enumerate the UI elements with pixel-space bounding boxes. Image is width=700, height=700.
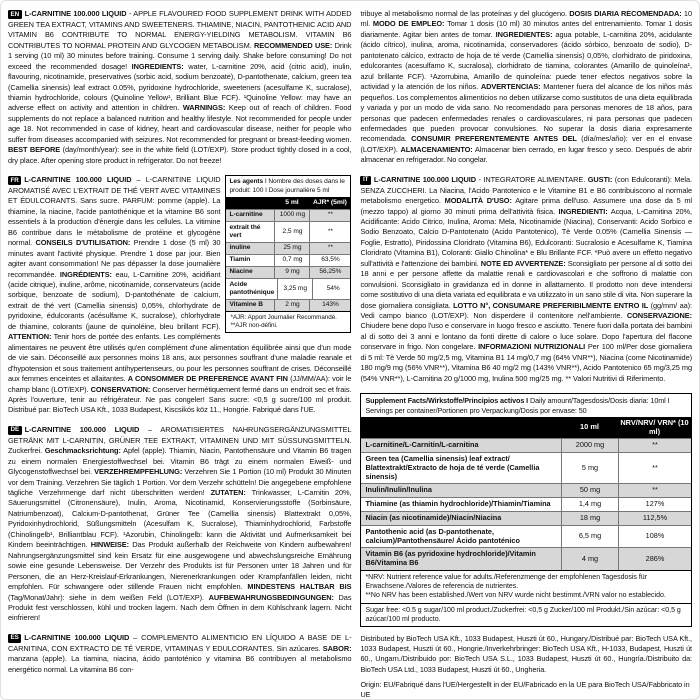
table-row: L-carnitine 1000 mg ** xyxy=(226,209,350,221)
table-row: extrait thé vert 2,5 mg ** xyxy=(226,221,350,241)
table-row: Pantothenic acid (as D-pantothenate, calcium)/Pantothensäure/ Ácido pantoténico 6,5 mg 108% xyxy=(361,525,691,548)
language-tag-en: EN xyxy=(8,10,22,19)
supp-col-amount: 10 ml xyxy=(580,422,599,432)
fr-table-body xyxy=(226,209,350,311)
section-english xyxy=(8,9,351,166)
supp-table-column-header xyxy=(361,417,691,438)
language-tag-de: DE xyxy=(8,426,22,435)
sugar-free-note: Sugar free: <0.5 g sugar/100 ml product./Zuckerfrei: <0,5 g Zucker/100 ml Produkt./Sin azúcar: <0,5 g azúcar/100 ml producto. xyxy=(361,603,691,626)
table-row: Acide pantothénique 3,25 mg 54% xyxy=(226,278,350,298)
supp-table-header xyxy=(361,394,691,417)
fr-table-title: Les agents xyxy=(229,178,264,186)
supp-table-footnotes xyxy=(361,570,691,603)
spanish-text-start: L-CARNITINE 100.000 LIQUID – COMPLEMENTO ALIMENTICIO EN LÍQUIDO A BASE DE L-CARNITINA, CON EXTRACTO DE TÉ VERDE, VITAMINAS Y EDULCORANTES. Sin azúcares. SABOR: manzana (apple). La tiamina, niacina, ácido pantoténico y vitamina B6 contribuyen al metabolismo energético normal. La vitamina B6 con- xyxy=(8,632,352,674)
supplement-facts-table xyxy=(360,393,692,627)
fr-table-header xyxy=(226,176,350,197)
table-row: L-carnitine/L-Carnitin/L-carnitina 2000 mg ** xyxy=(361,438,691,452)
language-tag-es: ES xyxy=(8,634,21,643)
fr-nutrition-table xyxy=(225,175,351,333)
supp-table-body xyxy=(361,438,691,570)
label-columns xyxy=(8,9,692,700)
language-tag-it: IT xyxy=(360,176,370,185)
table-row: Vitamin B6 (as pyridoxine hydrochloride)/Vitamin B6/Vitamina B6 4 mg 286% xyxy=(361,547,691,570)
italian-text: L-CARNITINE 100.000 LIQUID - INTEGRATORE ALIMENTARE. GUSTI: (con Edulcoranti): Mela. SENZA ZUCCHERI. La Niacina, l'Acido Pantotenico e le Vitamine B1 e B6 contribuiscono al normale metabolismo energetico. MODALITÀ D'USO: Agitare prima dell'uso. Assumere una dose da 5 ml (mezzo tappo) al giorno 30 minuti prima dell'attività fisica. INGREDIENTI: Acqua, L-Carnitina 20%, Acidificante: Acido Citrico, Inulina, Aroma: Mela, Nicotinamide (Niacina), Conservanti: Acido Sorbico e Sodio Benzoato, Calcio D-Pantotenato (Acido Pantotenico), Tè Verde 0.05% (Camellia Sinensis — Foglie, Estratto), Piridossina Cloridrato (Vitamina B6), Edulcoranti: Sucralosio e Acesulfame K, Tiamina Cloridrato (Vitamina B1), Coloranti: Giallo Chinolina* e Blu Brillante FCF. *Può avere un effetto negativo sull'attività e l'attenzione dei bambini. NOTE ED AVVERTENZE: Sconsigliato per persone al di sotto dei 18 anni e per persone affette da malattie renali e cardiovascolari e che soffrono di malattie con convulsioni. Sconsigliato in gravidanza ed in donne in allattamento. Il prodotto non deve intendersi come sostitutivo di una dieta variata ed equilibrata e va utilizzato in un sano stile di vita. Non superare la dose giornaliera consigliata. LOTTO N°, CONSUMARE PREFERIBILMENTE ENTRO IL (gg/mm/ aa): Vedi campo bianco (LOT/EXP). Non disperdere il contenitore nell'ambiente. CONSERVAZIONE: Chiudere bene dopo l'uso e conservare in luogo fresco e asciutto. Tenere fuori dalla portata dei bambini al di sotto dei 3 anni e lontano da fonti dirette di calore o luce solare. Dopo l'apertura del flacone conservare in frigo. Non congelare. INFORMAZIONI NUTRIZIONALI Per 100 ml/Per dose giornaliera di 5 ml: Tè Verde 50 mg/2,5 mg, Vitamina B1 14 mg/0,7 mg (64% VNR**), Niacina (come Nicotinamide) 180 mg/9 mg (56% VNR**), Vitamina B6 40 mg/2 mg (143% VNR**), Acido Pantotenico 65 mg/3,25 mg (54% VNR**), L-Carnitina 20 g/1000 mg, Inulina 500 mg/25 mg. ** Valori Nutritivi di Riferimento. xyxy=(360,174,693,383)
fr-col-ajr: AJR* (5ml) xyxy=(313,198,347,206)
section-spanish-start xyxy=(8,633,351,675)
left-column xyxy=(8,9,351,700)
fr-table-column-header xyxy=(226,197,350,209)
table-row: Niacine 9 mg 56,25% xyxy=(226,266,350,278)
fr-footnote-2: **AJR non-défini. xyxy=(230,321,278,329)
table-row: Inulin/Inulin/Inulina 50 mg ** xyxy=(361,483,691,497)
supp-table-title: Supplement Facts/Wirkstoffe/Principios activos I xyxy=(365,396,531,406)
section-italian xyxy=(360,175,692,384)
fr-footnote-1: *AJR: Apport Journalier Recommandé. xyxy=(230,313,337,321)
table-row: Tiamin 0,7 mg 63,5% xyxy=(226,254,350,266)
supp-footnote-no-nrv: **No NRV has been established./Wert von NRV wurde nicht bestimmt./VRN valor no establecido. xyxy=(365,592,666,600)
right-column xyxy=(360,9,692,700)
supp-col-nrv: NRV/NRV/ VRN* (10 ml) xyxy=(620,418,689,436)
table-row: Niacin (as nicotinamide)/Niacin/Niacina 18 mg 112,5% xyxy=(361,511,691,525)
french-text: L-CARNITINE 100.000 LIQUID – L-CARNITINE LIQUID AROMATISÉ AVEC L'EXTRAIT DE THÉ VERT AVEC VITAMINES ET ÉDULCORANTS. Sans sucre. PARFUM: pomme (apple). La thiamine, la niacine, l'acide pantothénique et la vitamine B6 sont essentiels à la production d'énergie dans les cellules. La vitimine B6 contribue dans le métabolisme de protéine et glycogène normal. CONSEILS D'UTILISATION: Prendre 1 dose (5 ml) 30 minutes avant l'activité physique. Prendre 1 dose par jour. Bien agiter avant consommation! Ne pas dépasser la dose journalière recommandée. INGRÉDIENTS: eau, L-Carnitine 20%, acidifiant (acide citrique), inuline, arôme, nicotinamide, conservateurs (acide sorbique, benzoate de sodium), D-pantothénate de calcium, extrait de thé vert (Camellia sinensis) 0,05%, chlorhydrate de pyridoxine, édulcorants (acésulfame K, sucralose), chlorhydrate de thiamine, colorants (jaune de quinoléine, bleu brillant FCF). ATTENTION: Tenir hors de portée des enfants. Les compléments alimentaires ne peuvent être utilisés qu'en complément d'une alimentation équilibrée ainsi que d'un mode de vie sain. Déconseillé aux personnes moins 18 ans, aux personnes souffrant d'une maladie reanale et d'hypotension et sous traitement antihypertenseurs, ou pour les personnes souffrant de crises. Déconseillé aux femmes enceintes et allaitantes. A CONSOMMER DE PREFERENCE AVANT FIN (JJ/MM/AA): voir le champ blanc (LOT/EXP). CONSERVATION: Conserver hermétiquement fermé dans un endroit sec et frais. Après l'ouverture, tenir au réfrigérateur. Ne pas congeler! Sans sucre: <0,5 g sucre/100 ml produit. Distribué par: BioTech USA Kft., 1033 Budapest, Kiscsikós köz 11., Hongrie. Fabriqué dans l'UE. xyxy=(8,175,352,415)
table-row: inuline 25 mg ** xyxy=(226,242,350,254)
section-spanish-continued xyxy=(360,9,692,166)
section-german xyxy=(8,425,351,624)
fr-col-amount: 5 ml xyxy=(285,198,299,206)
german-text: L-CARNITINE 100.000 LIQUID – AROMATISIERTES NAHRUNGSERGÄNZUNGSMITTEL GETRÄNK MIT L-CARNITIN, GRÜNER TEE EXTRAKT, VITAMINEN UND MIT SÜSSUNGSMITTELN. Zuckerfrei. Geschmacksrichtung: Apfel (apple). Thiamin, Niacin, Pantothensäure und Vitamin B6 tragen zu einem normalen Energiestoffwechsel bei. Vitamin B6 trägt zu einem normalen Eiweiß- und Glycogenstoffwechsel bei. VERZEHREMPFEHLUNG: Verzehren Sie 1 Portion (10 ml) Produkt 30 Minuten vor dem Training. Verzehren Sie täglich 1 Portion. Vor dem Verzehr schütteln! Die angegebene empfohlene tägliche Verzehrmenge darf nicht überschritten werden! ZUTATEN: Trinkwasser, L-Carnitin 20%, Säuerungsmittel (Citronensäure), Inulin, Aroma, Nicotinamid, Konservierungsstoffe (Sorbinsäure, Natriumbenzoat), Calcium-D-pantothenat, Grüner Tee (Camellia sinensis) Blattextrakt 0,05%, Pyridoxinhydrochlorid, Süßungsmitteln (Acesulfam K, Sucralose), Thiaminhydrochlorid, Farbstoffe (Chinolingelb¹, Brilliantblau FCF). ¹Azorubin, Chinolingelb: kann die Aktivität und Aufmerksamkeit bei Kindern beeinträchtigen. HINWEISE: Das Produkt außerhalb der Reichweite von Kindern aufbewahren! Nahrungsergänzungsmittel sind kein Ersatz für eine ausgewogene und abwechslungsreiche Ernährung sowie eine gesunde Lebensweise. Der Verzehr des Produkts ist für Personen unter 18 Jahren und für Personen, die an Herz-Kreislauf-Erkrankungen, Nierenerkrankungen oder Krampfanfällen leiden, nicht empfohlen. Für schwangere oder stillende Frauen nicht empfohlen. MINDESTENS HALTBAR BIS (Tag/Monat/Jahr): siehe in dem weißen Feld (LOT/EXP). AUFBEWAHRUNGSBEDINGUNGEN: Das Produkt fest verschlossen, kühl und trocken lagern. Nach dem Öffnen in dem Kühlschrank lagern. Nicht einfrieren! xyxy=(8,424,352,623)
section-french xyxy=(8,175,351,416)
language-tag-fr: FR xyxy=(8,176,21,185)
fr-table-footnotes xyxy=(226,311,350,332)
origin-info: Origin: EU/Fabriqué dans l'UE/Hergestellt in der EU/Fabricado en la UE para BioTech USA/Fabbricato in UE xyxy=(360,679,690,699)
table-row: Green tea (Camellia sinensis) leaf extract/ Blattextrakt/Extracto de hoja de té verde (Camellia sinensis) 5 mg ** xyxy=(361,452,691,483)
spanish-text-continued: tribuye al metabolismo normal de las proteínas y del glucógeno. DOSIS DIARIA RECOMENDADA: 10 ml. MODO DE EMPLEO: Tomar 1 dosis (10 ml) 30 minutos antes del entrenamiento. Tomar 1 dosis diariamente. Agitar bien antes de tomar. INGREDIENTES: agua potable, L-carnitina 20%, acidulante (ácido cítrico), inulina, aroma, nicotinamida, conservadores (ácido sórbico, benzoato de sodio), D-pantotenato cálcico, extracto de hoja de té verde (Camellia sinensis) 0,05%, clorhidrato de piridoxina, edulcorantes (acesulfamo K, sucralosa), clorhidrato de tiamina, colorantes (Amarillo de quinoleína¹, azul brillante FCF). ¹Azorrubina, Amarillo de quinoleína: puede tener efectos negativos sobre la actividad y la atención de los niños. ADVERTENCIAS: Mantener fuera del alcance de los niños más pequeños. Los complementos alimenticios no deben utilizarse como sustitutos de una dieta equilibrada y variada y por un modo de vida sano. No recomendado para personas menores de 18 años, para personas que padecen enfermedades renales o cardiovasculares, ni para personas que padecen enfermedades que pueden provocar convulsiones. No superar la dosis diaria expresamente recomendada. CONSUMIR PREFERENTEMENTE ANTES DEL (día/mes/año): ver en el envase (LOT/EXP). ALMACENAMIENTO: Almacenar bien cerrado, en lugar fresco y seco. Después de abrir almacenar en refrigerador. No congelar. xyxy=(360,9,692,165)
table-row: Vitamine B 2 mg 143% xyxy=(226,299,350,311)
supp-table-subtitle: Daily amount/Tagesdosis/Dosis diaria: 10ml I Servings per container/Portionen pro Verpackung/Dosis por envase: 50 xyxy=(365,396,670,415)
supp-footnote-nrv: *NRV: Nutrient reference value for adults./Referenzmenge der empfohlenen Tagesdosis für Erwachsene./Valores de referencia de nutrientes. xyxy=(365,573,648,591)
distributor-info: Distributed by BioTech USA Kft., 1033 Budapest, Huszti út 60., Hungary./Distribué par: BioTech USA Kft., 1033 Budapest, Huszti út 60., Hongrie./Inverkehrbringer: BioTech USA Kft., H-1033, Budapest, Huszti út 60., Ungarn./Distribuido por: BioTech USA S.L., 1033 Budapest, Huszti út 60., Hungría./Distribuito da: BioTech USA Ltd., 1033 Budapest, Huszti út 60., Ungheria. xyxy=(360,633,692,674)
fr-table-subtitle: I Nombre des doses dans le produit: 100 I Dose journalière 5 ml xyxy=(229,178,345,194)
english-text: L-CARNITINE 100.000 LIQUID - APPLE FLAVOURED FOOD SUPPLEMENT DRINK WITH ADDED GREEN TEA EXTRACT, VITAMINS AND SWEETENERS. THIAMINE, NIACIN, PANTOTHENIC ACID AND VITAMIN B6 CONTRIBUTE TO NORMAL ENERGY-YIELDING METABOLISM. VITAMIN B6 CONTRIBUTES TO NORMAL PROTEIN AND GLYCOGEN METABOLISM. RECOMMENDED USE: Drink 1 serving (10 ml) 30 minutes before training. Consume 1 serving daily. Shake before consuming! Do not exceed the recommended dosage! INGREDIENTS: water, L-carnitine 20%, acid (citric acid), inulin, flavouring, nicotinamide, preservatives (sorbic acid, sodium benzoate), D-pantothenate, calcium, green tea (Camellia sinensis) leaf extract 0.05%, pyridoxine hydrochloride, sweeteners (acesulfame K, sucralose), thiamin hydrochloride, colours (Quinoline Yellow¹, Brilliant Blue FCF). ¹Quinoline Yellow: may have an adverse effect on activity and attention in children. WARNINGS: Keep out of reach of children. Food supplements do not replace a balanced nutrition and healthy lifestyle. Not recommended for people under age 18. Not recommended in case of kidney, heart and cardiovascular disease, neither for people who suffer from diseases accompanied with seizures. Not recommended for pregnant or breast-feeding women. BEST BEFORE (day/month/year): see in the white field (LOT/EXP). Store product tightly closed in a cool, dry place. After opening store product in refrigerator. Do not freeze! xyxy=(8,9,352,165)
table-row: Thiamine (as thiamin hydrochloride)/Thiamin/Tiamina 1,4 mg 127% xyxy=(361,497,691,511)
